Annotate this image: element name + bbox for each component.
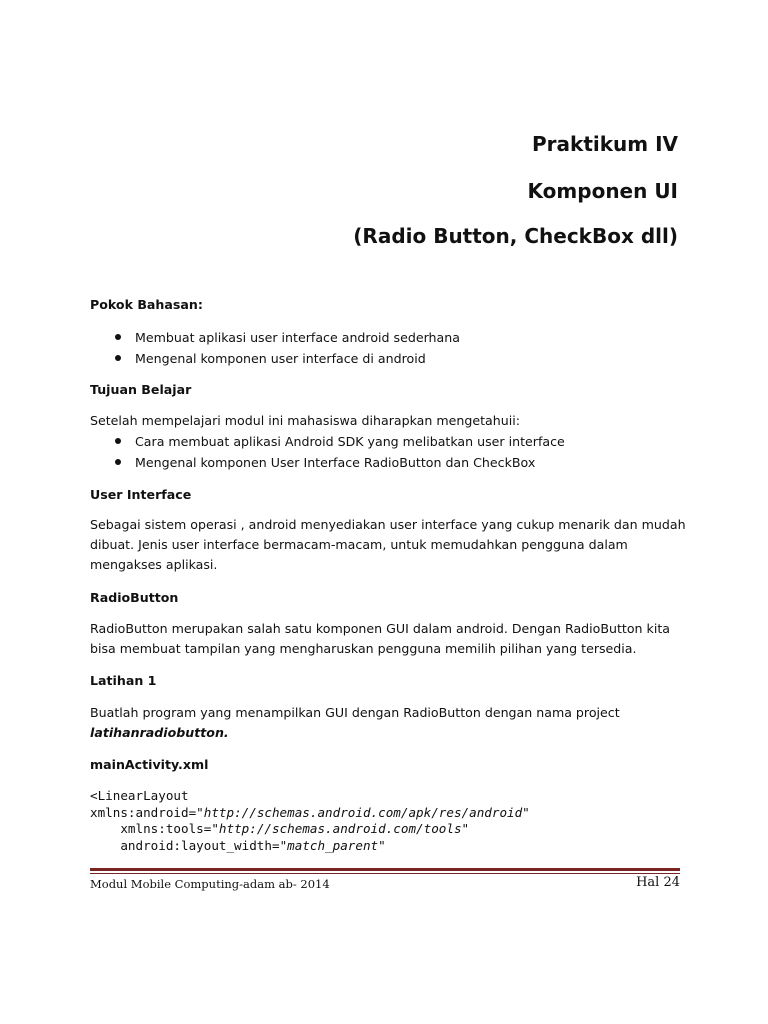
bullet-icon bbox=[115, 334, 121, 340]
code-block bbox=[90, 788, 710, 854]
radiobutton-heading: RadioButton bbox=[90, 590, 179, 605]
title-line-3: (Radio Button, CheckBox dll) bbox=[353, 224, 678, 248]
bullet-icon bbox=[115, 459, 121, 465]
tujuan-belajar-list bbox=[90, 431, 690, 473]
latihan-paragraph: Buatlah program yang menampilkan GUI dengan RadioButton dengan nama project latihanradiobutton. bbox=[90, 705, 620, 740]
title-line-1: Praktikum IV bbox=[532, 132, 678, 156]
footer-text: Modul Mobile Computing-adam ab- 2014 bbox=[90, 877, 330, 891]
user-interface-heading: User Interface bbox=[90, 487, 192, 502]
code-line: xmlns:android="http://schemas.android.com/apk/res/android" bbox=[90, 804, 530, 820]
pokok-bahasan-list bbox=[90, 327, 690, 369]
pokok-bahasan-heading: Pokok Bahasan: bbox=[90, 297, 203, 312]
tujuan-belajar-intro: Setelah mempelajari modul ini mahasiswa diharapkan mengetahuii: bbox=[90, 413, 520, 428]
list-item: Membuat aplikasi user interface android sederhana bbox=[90, 327, 690, 348]
list-item: Cara membuat aplikasi Android SDK yang melibatkan user interface bbox=[90, 431, 690, 452]
title-line-2: Komponen UI bbox=[527, 179, 678, 203]
radiobutton-paragraph: RadioButton merupakan salah satu komponen GUI dalam android. Dengan RadioButton kita bisa membuat tampilan yang mengharuskan pengguna memilih pilihan yang tersedia. bbox=[90, 621, 670, 656]
code-line: android:layout_width="match_parent" bbox=[90, 837, 386, 853]
bullet-icon bbox=[115, 355, 121, 361]
project-name: latihanradiobutton. bbox=[90, 725, 229, 740]
latihan-heading: Latihan 1 bbox=[90, 673, 157, 688]
bullet-icon bbox=[115, 438, 121, 444]
list-item: Mengenal komponen user interface di android bbox=[90, 348, 690, 369]
list-item: Mengenal komponen User Interface RadioButton dan CheckBox bbox=[90, 452, 690, 473]
code-filename: mainActivity.xml bbox=[90, 757, 209, 772]
footer-divider bbox=[90, 868, 680, 871]
user-interface-paragraph: Sebagai sistem operasi , android menyediakan user interface yang cukup menarik dan mudah dibuat. Jenis user interface bermacam-macam, untuk memudahkan pengguna dalam mengakses aplikasi. bbox=[90, 517, 686, 572]
page-number: Hal 24 bbox=[636, 875, 680, 890]
tujuan-belajar-heading: Tujuan Belajar bbox=[90, 382, 192, 397]
code-line: xmlns:tools="http://schemas.android.com/tools" bbox=[90, 821, 470, 836]
footer-divider-thin bbox=[90, 873, 680, 874]
code-line: <LinearLayout bbox=[90, 788, 189, 803]
